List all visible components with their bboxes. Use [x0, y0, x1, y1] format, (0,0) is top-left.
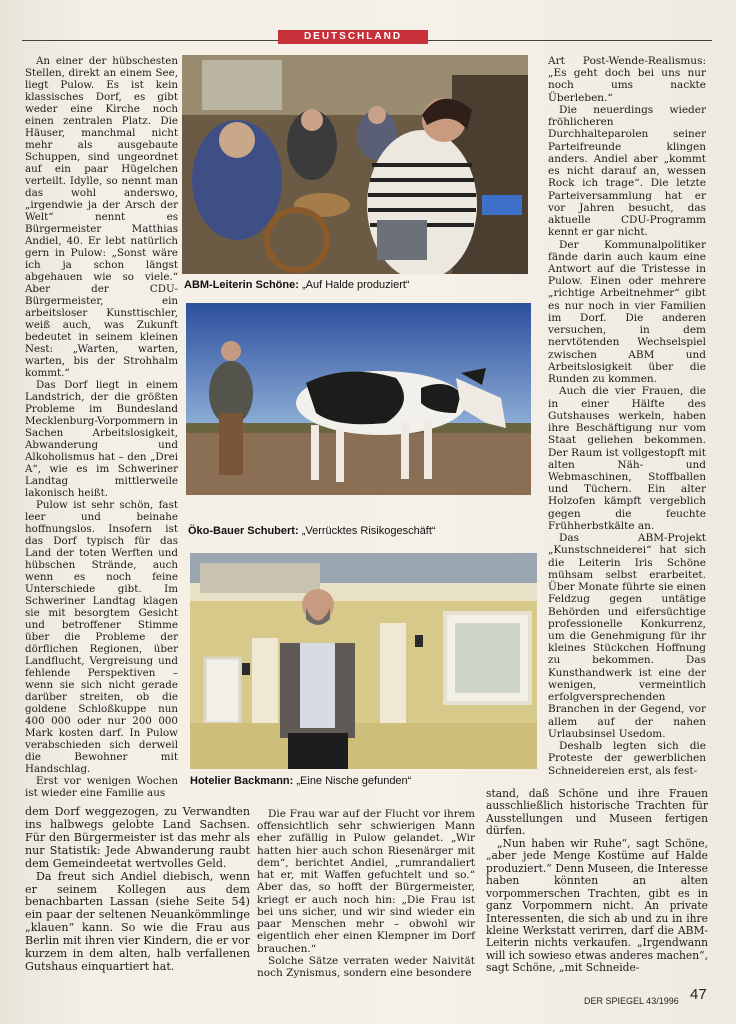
paragraph: Auch die vier Frauen, die in einer Hälfte des Gutshauses werkeln, haben ihre Beschäftigung nur vom Staat geliehen bekommen. Der Raum ist vollgestopft mit alten Näh- und Webmaschinen, Stoffballen und Tüchern. Ein alter Holzofen kämpft vergeblich gegen die feuchte Frühherbstkälte an. [548, 385, 706, 532]
photo-caption-2: Öko-Bauer Schubert: „Verrücktes Risikogeschäft“ [188, 525, 436, 537]
section-tag: DEUTSCHLAND [278, 30, 428, 44]
paragraph: Das Dorf liegt in einem Landstrich, der die größten Probleme im Bundesland Mecklenburg-Vorpommern in Sachen Arbeitslosigkeit, Abwanderung und Alkoholismus hat – den „Drei A“, wie es im Schweriner Landtag mittlerweile lakonisch heißt. [25, 379, 178, 499]
paragraph: dem Dorf weggezogen, zu Verwandten ins halbwegs gelobte Land Sachsen. Für den Bürgermeister ist das mehr als nur Statistik: Jede Abwanderung raubt dem Gemeindeetat wertvolles Geld. [25, 805, 250, 870]
paragraph: Pulow ist sehr schön, fast leer und beinahe hoffnungslos. Insofern ist das Dorf typisch für das Land der toten Werften und hübschen Strände, auch wenn es noch feine Unterschiede gibt. Im Schweriner Landtag klagen sie mit besorgtem Gesicht und betroffener Stimme über die Probleme der dörflichen Regionen, über Landflucht, Vergreisung und fehlende Perspektiven – wenn sie sich nicht gerade darüber streiten, ob die goldene Schloßkuppe nun 400 000 oder nur 200 000 Mark kosten darf. In Pulow verabschieden sich derweil die Bewohner mit Handschlag. [25, 499, 178, 775]
paragraph: Erst vor wenigen Wochen ist wieder eine Familie aus [25, 775, 178, 799]
paragraph: Das ABM-Projekt „Kunstschneiderei“ hat sich die Leiterin Iris Schöne mühsam selbst erarbeitet. Über Monate führte sie einen Feldzug gegen untätige Behörden und eifersüchtige professionelle Konkurrenz, um die Genehmigung für ihr kleines Stückchen Hoffnung zu bekommen. Das Kunsthandwerk ist eine der wenigen, vermeintlich erfolgversprechenden Branchen in der Gegend, vor allem auf der nahen Urlaubsinsel Usedom. [548, 532, 706, 740]
paragraph: Die Frau war auf der Flucht vor ihrem offensichtlich sehr schwierigen Mann eher zufällig in Pulow gelandet. „Wir hatten hier auch schon Riesenärger mit dem“, berichtet Andiel, „rumrandaliert hat er, mit Waffen gefuchtelt und so.“ Aber das, so hofft der Bürgermeister, kriegt er auch noch hin: „Die Frau ist bei uns sicher, und wir sind wieder ein paar Menschen mehr – obwohl wir eigentlich eher einen Klempner im Dorf brauchen.“ [257, 808, 475, 955]
paragraph: stand, daß Schöne und ihre Frauen ausschließlich historische Trachten für Ausstellungen und Museen fertigen dürfen. [486, 787, 708, 838]
text-column-3-bottom [486, 788, 708, 975]
paragraph: „Nun haben wir Ruhe“, sagt Schöne, „aber jede Menge Kostüme auf Halde produziert.“ Denn Museen, die Interesse haben könnten an alten vorpommerschen Trachten, gibt es in ganz Vorpommern nicht. An private Interessenten, die sich ab und zu in ihre kleine Werkstatt verirren, darf die ABM-Leiterin nichts verkaufen. „Irgendwann will ich sowieso etwas anderes machen“, sagt Schöne, „mit Schneide- [486, 836, 708, 975]
text-column-2-bottom [257, 808, 475, 979]
paragraph: Der Kommunalpolitiker fände darin auch kaum eine Antwort auf die Tristesse in Pulow. Einen oder mehrere „richtige Arbeitnehmer“ gibt es nur noch in vier Familien im Dorf. Die anderen versuchen, in dem nervtötenden Wechselspiel zwischen ABM und Arbeitslosigkeit über die Runden zu kommen. [548, 238, 706, 386]
paragraph: Da freut sich Andiel diebisch, wenn er seinem Kollegen aus dem benachbarten Lassan (siehe Seite 54) ein paar der seltenen Neuankömmlinge „klauen“ kann. So wie die Frau aus Berlin mit ihren vier Kindern, die er vor kurzem in dem alten, halb verfallenen Gutshaus einquartiert hat. [25, 869, 250, 974]
paragraph: An einer der hübschesten Stellen, direkt an einem See, liegt Pulow. Es ist kein klassisches Dorf, es gibt weder eine Kirche noch einen zentralen Platz. Die Häuser, manchmal nicht mehr als ausgebaute Schuppen, sind ungeordnet auf ein paar Hügelchen verteilt. Idylle, so nennt man das wohl anderswo, „irgendwie ja der Arsch der Welt“ nennt es Bürgermeister Matthias Andiel, 40. Er lebt natürlich gern in Pulow: „Sonst wäre ich ja schon längst abgehauen wie so viele.“ Aber der CDU-Bürgermeister, ein arbeitsloser Kunsttischler, weiß auch, was Zukunft bedeutet in seinem kleinen Nest: „Warten, warten, warten, bis der Strohhalm kommt.“ [25, 55, 178, 379]
photo-farmer-cow [186, 303, 531, 495]
text-column-1 [25, 55, 178, 799]
paragraph: Deshalb legten sich die Proteste der gewerblichen Schneidereien erst, als fest- [548, 740, 706, 777]
photo-caption-3: Hotelier Backmann: „Eine Nische gefunden“ [190, 775, 412, 787]
paragraph: Art Post-Wende-Realismus: „Es geht doch bei uns nur noch ums nackte Überleben.“ [548, 55, 706, 104]
photo-hotelier [190, 553, 537, 769]
text-column-1-bottom [25, 806, 250, 974]
magazine-footer: DER SPIEGEL 43/1996 [584, 996, 679, 1006]
paragraph: Solche Sätze verraten weder Naivität noch Zynismus, sondern eine besondere [257, 954, 475, 980]
photo-caption-1: ABM-Leiterin Schöne: „Auf Halde produziert“ [184, 279, 410, 291]
page-number: 47 [690, 986, 707, 1003]
photo-workshop [182, 55, 528, 274]
text-column-3 [548, 55, 706, 777]
paragraph: Die neuerdings wieder fröhlicheren Durchhalteparolen seiner Parteifreunde klingen anders. Andiel aber „kommt es nicht darauf an, wessen Rock ich trage“. Die letzte Parteiversammlung hat er vor Jahren besucht, das aktuelle CDU-Programm kennt er gar nicht. [548, 103, 706, 239]
